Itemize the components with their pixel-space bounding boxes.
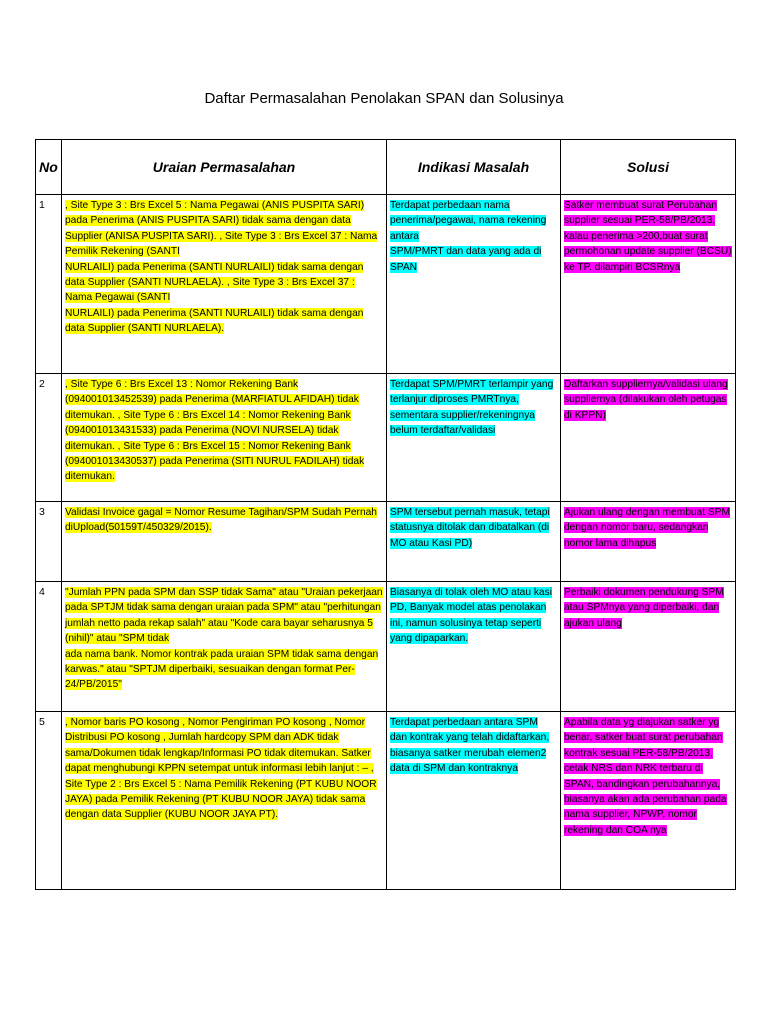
header-indikasi: Indikasi Masalah — [387, 140, 561, 195]
uraian-cell — [62, 582, 387, 712]
indikasi-cell — [387, 502, 561, 582]
row-number: 1 — [39, 199, 45, 211]
table-row — [36, 374, 736, 502]
uraian-cell — [62, 374, 387, 502]
solusi-cell — [561, 502, 736, 582]
problems-table — [35, 139, 736, 890]
header-uraian: Uraian Permasalahan — [62, 140, 387, 195]
table-header-row — [36, 140, 736, 195]
table-row — [36, 582, 736, 712]
solusi-cell — [561, 582, 736, 712]
indikasi-cell — [387, 374, 561, 502]
indikasi-text: Terdapat perbedaan nama penerima/pegawai, nama rekening antara SPM/PMRT dan data yang ada di SPAN — [390, 200, 547, 273]
uraian-text: Validasi Invoice gagal = Nomor Resume Tagihan/SPM Sudah Pernah diUpload(50159T/450329/2015). — [65, 507, 377, 534]
solusi-text: Apabila data yg diajukan satker yg benar, satker buat surat perubahan kontrak sesuai PER-58/PB/2013, cetak NRS dan NRK terbaru di SPAN, bandingkan perubahannya, biasanya akan ada perubahan pada nama supplier, NPWP, nomor rekening dan COA nya — [564, 717, 727, 836]
indikasi-cell — [387, 582, 561, 712]
row-number: 4 — [39, 586, 45, 598]
indikasi-cell — [387, 195, 561, 374]
solusi-cell — [561, 374, 736, 502]
uraian-text: , Nomor baris PO kosong , Nomor Pengiriman PO kosong , Nomor Distribusi PO kosong , Jumlah hardcopy SPM dan ADK tidak sama/Dokumen tidak lengkap/Informasi PO tidak ditemukan. Satker dapat menghubungi KPPN setempat untuk informasi lebih lanjut : – , Site Type 2 : Brs Excel 5 : Nama Pemilik Rekening (PT KUBU NOOR JAYA) pada Pemilik Rekening (PT KUBU NOOR JAYA) tidak sama dengan data Supplier (KUBU NOOR JAYA PT). — [65, 717, 377, 821]
uraian-text: , Site Type 6 : Brs Excel 13 : Nomor Rekening Bank (094001013452539) pada Penerima (MARFIATUL AFIDAH) tidak ditemukan. , Site Type 6 : Brs Excel 14 : Nomor Rekening Bank (094001013431533) pada Penerima (NOVI NURSELA) tidak ditemukan. , Site Type 6 : Brs Excel 15 : Nomor Rekening Bank (094001013430537) pada Penerima (SITI NURUL FADILAH) tidak ditemukan. — [65, 379, 365, 483]
header-no: No — [36, 140, 62, 195]
page-title: Daftar Permasalahan Penolakan SPAN dan Solusinya — [204, 90, 564, 107]
row-number: 2 — [39, 378, 45, 390]
indikasi-text: Terdapat perbedaan antara SPM dan kontrak yang telah didaftarkan, biasanya satker merubah elemen2 data di SPM dan kontraknya — [390, 717, 550, 775]
uraian-text: "Jumlah PPN pada SPM dan SSP tidak Sama" atau "Uraian pekerjaan pada SPTJM tidak sama dengan uraian pada SPM" atau "perhitungan jumlah netto pada rekap salah" atau "Kode cara bayar seharusnya 5 (nihil)" atau "SPM tidak ada nama bank. Nomor kontrak pada uraian SPM tidak sama dengan karwas." atau "SPTJM diperbaiki, sesuaikan dengan format Per-24/PB/2015" — [65, 587, 383, 691]
solusi-cell — [561, 712, 736, 890]
uraian-cell — [62, 195, 387, 374]
indikasi-cell — [387, 712, 561, 890]
indikasi-text: Terdapat SPM/PMRT terlampir yang terlanjur diproses PMRTnya, sementara supplier/rekeningnya belum terdaftar/validasi — [390, 379, 554, 437]
table-row — [36, 195, 736, 374]
solusi-text: Satker membuat surat Perubahan supplier sesuai PER-58/PB/2013, kalau penerima >200,buat surat permohonan update supplier (BCSU) ke TP. dilampiri BCSRnya — [564, 200, 732, 273]
row-number-cell — [36, 582, 62, 712]
row-number-cell — [36, 195, 62, 374]
row-number-cell — [36, 374, 62, 502]
solusi-cell — [561, 195, 736, 374]
row-number-cell — [36, 712, 62, 890]
uraian-cell — [62, 502, 387, 582]
indikasi-text: Biasanya di tolak oleh MO atau kasi PD, Banyak model atas penolakan ini, namun solusinya tetap seperti yang dipaparkan. — [390, 587, 552, 645]
solusi-text: Daftarkan suppliernya/validasi ulang suppliernya (dilakukan oleh petugas di KPPN) — [564, 379, 728, 421]
indikasi-text: SPM tersebut pernah masuk, tetapi statusnya ditolak dan dibatalkan (di MO atau Kasi PD) — [390, 507, 550, 549]
solusi-text: Perbaiki dokumen pendukung SPM atau SPMnya yang diperbaiki, dan ajukan ulang — [564, 587, 724, 629]
table-row — [36, 502, 736, 582]
table-row — [36, 712, 736, 890]
uraian-cell — [62, 712, 387, 890]
row-number: 3 — [39, 506, 45, 518]
row-number-cell — [36, 502, 62, 582]
uraian-text: , Site Type 3 : Brs Excel 5 : Nama Pegawai (ANIS PUSPITA SARI) pada Penerima (ANIS PUSPITA SARI) tidak sama dengan data Supplier (ANISA PUSPITA SARI). , Site Type 3 : Brs Excel 37 : Nama Pemilik Rekening (SANTI NURLAILI) pada Penerima (SANTI NURLAILI) tidak sama dengan data Supplier (SANTI NURLAELA). , Site Type 3 : Brs Excel 37 : Nama Pegawai (SANTI NURLAILI) pada Penerima (SANTI NURLAILI) tidak sama dengan data Supplier (SANTI NURLAELA). — [65, 200, 378, 335]
solusi-text: Ajukan ulang dengan membuat SPM dengan nomor baru, sedangkan nomor lama dihapus — [564, 507, 730, 549]
row-number: 5 — [39, 716, 45, 728]
header-solusi: Solusi — [561, 140, 736, 195]
